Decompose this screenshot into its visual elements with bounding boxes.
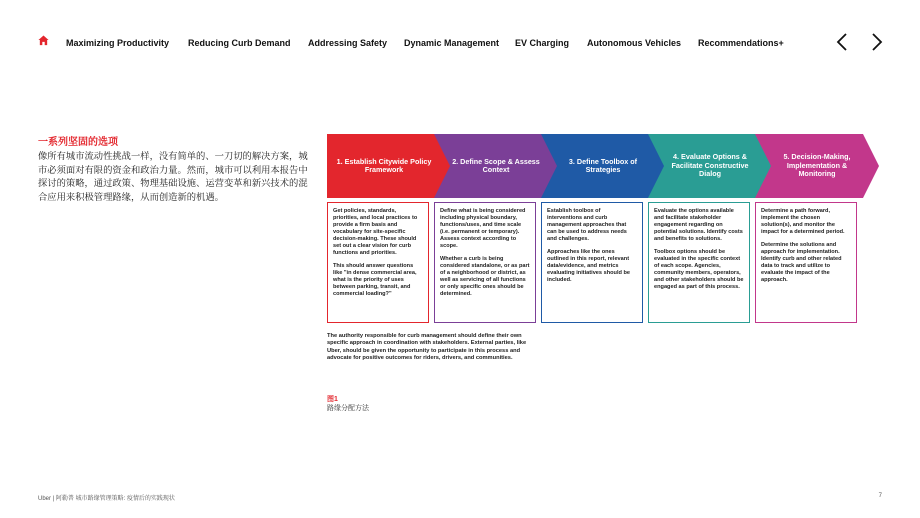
page-number: 7 [878,493,882,499]
step-1-paragraph-1: Get policies, standards, priorities, and local practices to provide a firm basis and vocabulary for site-specific decision-making. These should set out a clear vision for curb functions and priorities. [333,208,418,256]
figure-label: 图1 [327,396,338,403]
step-3-paragraph-1: Establish toolbox of interventions and curb management approaches that can be used to address needs and challenges. [547,208,627,242]
step-2-paragraph-1: Define what is being considered including physical boundary, functions/uses, and time scale (i.e. permanent or temporary). Assess context according to scope. [440,208,526,249]
footer-source: Uber | 阿勒普 城市路缘管理策略: 疫情后的实践现状 [38,496,175,502]
step-1-title: 1. Establish Citywide Policy Framework [336,156,432,174]
section-title: 一系列坚固的选项 [38,137,118,148]
step-5-arrow [755,134,881,198]
step-4-paragraph-2: Toolbox options should be evaluated in the specific context of each scope. Agencies, community members, operators, and other stakeholders should be engaged as part of this process. [654,249,744,290]
nav-dynamic-management[interactable]: Dynamic Management [404,38,500,48]
nav-addressing-safety[interactable]: Addressing Safety [308,38,388,48]
step-2-paragraph-2: Whether a curb is being considered standalone, or as part of a neighborhood or district, as well as servicing of all functions or only specific ones should be determined. [440,256,530,297]
nav-autonomous-vehicles[interactable]: Autonomous Vehicles [587,38,682,48]
step-2-description [434,202,536,323]
nav-reducing-curb-demand[interactable]: Reducing Curb Demand [188,38,291,48]
step-4-paragraph-1: Evaluate the options available and facilitate stakeholder engagement regarding on potential solutions. Identify costs and benefits to solutions. [654,208,743,242]
step-4-title: 4. Evaluate Options & Facilitate Constructive Dialog [671,152,749,179]
step-2-title: 2. Define Scope & Assess Context [452,156,540,174]
step-3-title: 3. Define Toolbox of Strategies [568,156,638,174]
authority-note: The authority responsible for curb management should define their own specific approach in coordination with stakeholders. External parties, like Uber, should be given the opportunity to participate in this process and advocate for positive outcomes for riders, drivers, and communities. [327,333,527,362]
step-1-description [327,202,429,323]
chevron-right-icon[interactable] [870,32,884,52]
step-4-description [648,202,750,323]
nav-ev-charging[interactable]: EV Charging [515,38,570,48]
intro-paragraph: 像所有城市流动性挑战一样，没有简单的、一刀切的解决方案，城市必须面对有限的资金和政治力量。然而，城市可以利用本报告中探讨的策略，通过政策、物理基础设施、运营变革和新兴技术的混合应用来积极管理路缘，从而创造新的机遇。 [38,151,308,202]
home-icon[interactable] [38,35,49,46]
step-5-paragraph-2: Determine the solutions and approach for implementation. Identify curb and other related data to track and utilize to evaluate the impact of the approach. [761,242,842,283]
chevron-left-icon[interactable] [835,32,849,52]
nav-recommendations[interactable]: Recommendations+ [698,38,784,48]
step-1-paragraph-2: This should answer questions like "in dense commercial area, what is the priority of uses between parking, transit, and commercial loading?" [333,263,417,297]
figure-caption: 路缘分配方法 [327,405,369,412]
step-3-paragraph-2: Approaches like the ones outlined in this report, relevant data/evidence, and metrics evaluating initiatives should be included. [547,249,630,283]
step-5-paragraph-1: Determine a path forward, implement the chosen solution(s), and monitor the impact for a determined period. [761,208,845,235]
step-3-description [541,202,643,323]
nav-maximizing-productivity[interactable]: Maximizing Productivity [66,38,170,48]
step-5-description [755,202,857,323]
top-navigation [38,34,900,54]
step-5-title: 5. Decision-Making, Implementation & Monitoring [783,152,851,179]
